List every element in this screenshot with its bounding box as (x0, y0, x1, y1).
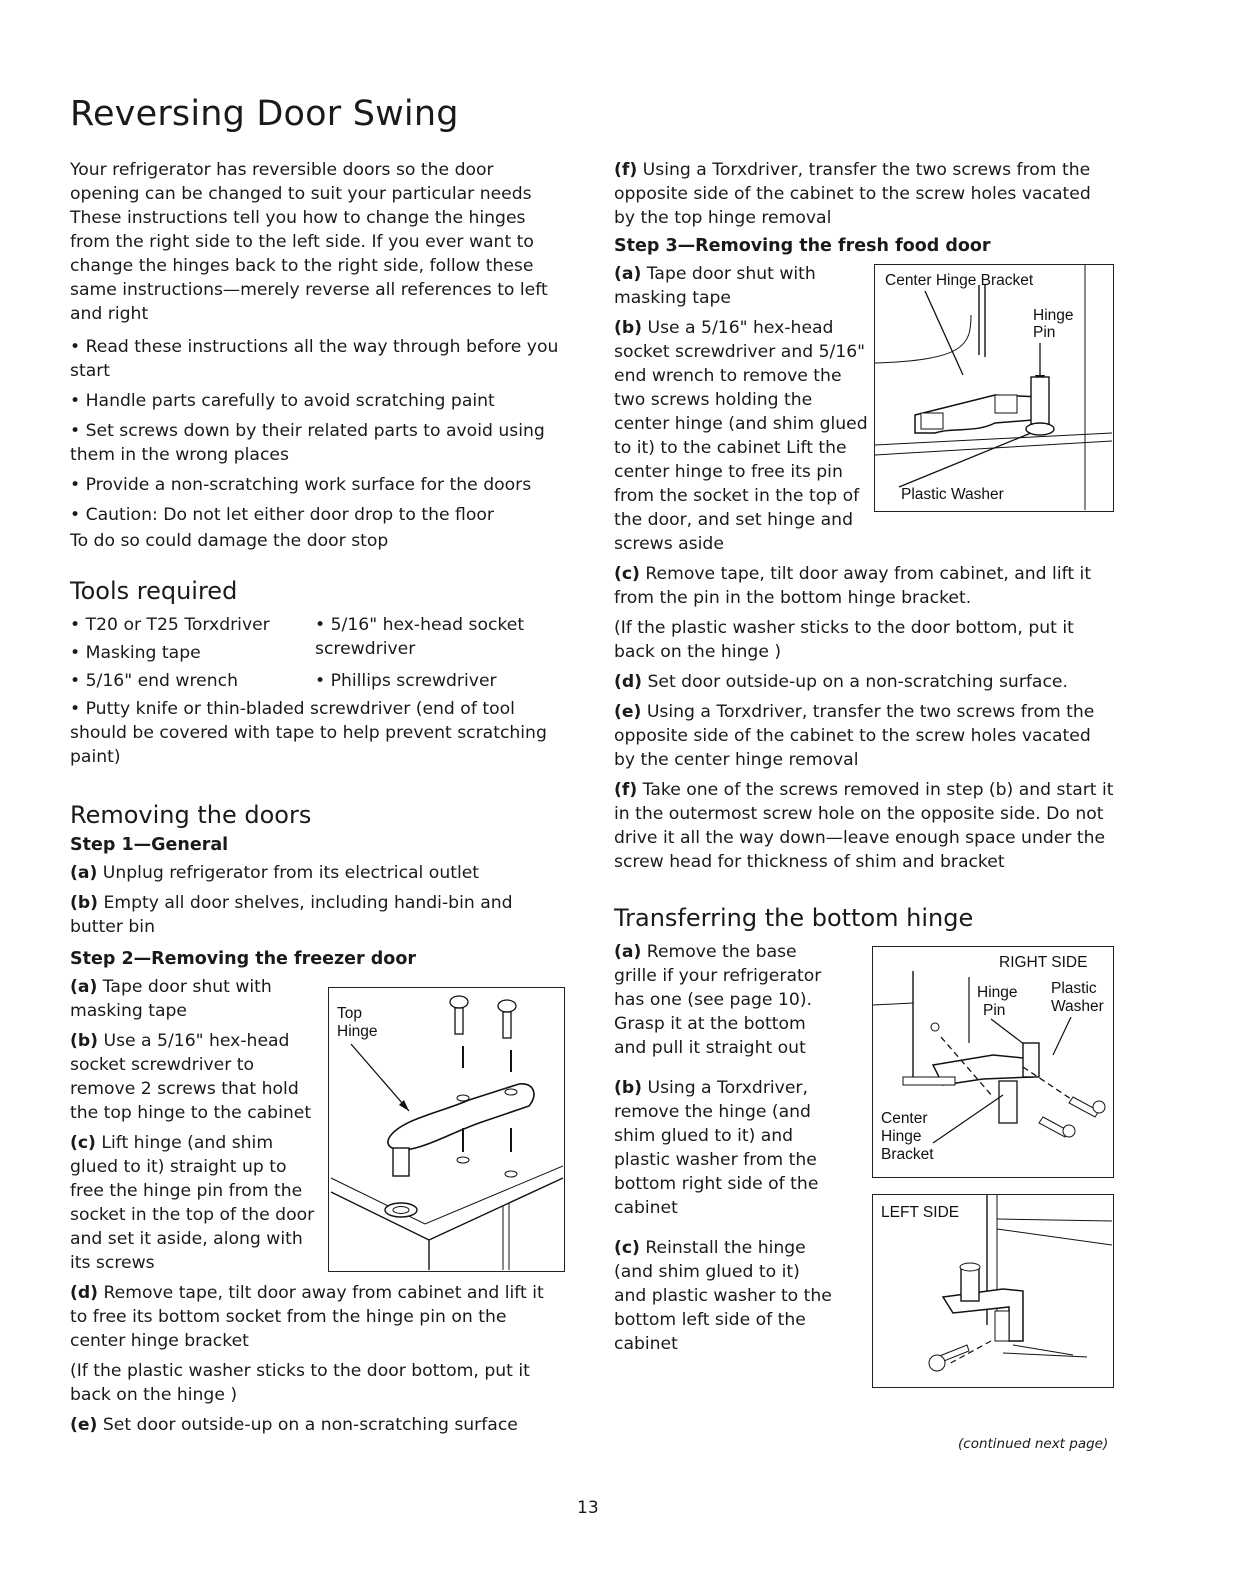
page-title: Reversing Door Swing (70, 94, 459, 134)
figure-label-top: Top (337, 1005, 362, 1022)
step2-note: (If the plastic washer sticks to the door bottom, put it back on the hinge ) (70, 1361, 530, 1405)
tools-heading: Tools required (70, 577, 238, 605)
transfer-heading: Transferring the bottom hinge (614, 904, 974, 932)
transfer-c: (c) Reinstall the hinge (and shim glued to it) and plastic washer to the bottom left side of the cabinet (614, 1238, 832, 1354)
transfer-a: (a) Remove the base grille if your refrigerator has one (see page 10). Grasp it at the bottom and pull it straight out (614, 942, 822, 1058)
figure-label-hinge: Hinge (1033, 307, 1074, 324)
page-number: 13 (577, 1498, 599, 1518)
tool-item: • Masking tape (70, 641, 315, 665)
tool-item: • 5/16" hex-head socket screwdriver (315, 613, 565, 665)
step2-narrow (70, 975, 322, 1275)
step2-c: (c) Lift hinge (and shim glued to it) straight up to free the hinge pin from the socket in the top of the door and set it aside, along with its screws (70, 1133, 315, 1273)
intro-bullet: • Provide a non-scratching work surface for the doors (70, 473, 565, 497)
step2-a: (a) Tape door shut with masking tape (70, 977, 272, 1021)
intro-bullet: • Caution: Do not let either door drop to the floor (70, 503, 565, 527)
step3-b: (b) Use a 5/16" hex-head socket screwdriver and 5/16" end wrench to remove the two screws holding the center hinge (and shim glued to it) to the cabinet Lift the center hinge to free its pin from the socket in the top of the door, and set hinge and screws aside (614, 318, 868, 554)
step1-b: (b) Empty all door shelves, including handi-bin and butter bin (70, 893, 513, 937)
figure-label-left-side: LEFT SIDE (881, 1204, 960, 1221)
left-side-drawing (873, 1195, 1112, 1386)
step2-title: Step 2—Removing the freezer door (70, 949, 416, 969)
step2-f: (f) Using a Torxdriver, transfer the two screws from the opposite side of the cabinet to the screw holes vacated by the top hinge removal (614, 160, 1091, 228)
left-side-figure (872, 1194, 1114, 1388)
right-side-drawing (873, 947, 1112, 1176)
figure-label-hinge2: Hinge (881, 1128, 922, 1145)
step3-title: Step 3—Removing the fresh food door (614, 236, 991, 256)
center-hinge-figure (874, 264, 1114, 512)
intro-bullet: • Read these instructions all the way through before you start (70, 335, 565, 383)
figure-label-plastic-washer: Plastic Washer (901, 486, 1004, 503)
tool-item: • T20 or T25 Torxdriver (70, 613, 315, 637)
figure-label-center: Center (881, 1110, 928, 1127)
tool-item: • 5/16" end wrench (70, 669, 315, 693)
top-hinge-figure (328, 987, 565, 1272)
step2-b: (b) Use a 5/16" hex-head socket screwdriver to remove 2 screws that hold the top hinge to the cabinet (70, 1031, 312, 1123)
step1-a: (a) Unplug refrigerator from its electrical outlet (70, 863, 480, 883)
tool-item: • Phillips screwdriver (315, 669, 565, 693)
step3-f: (f) Take one of the screws removed in step (b) and start it in the outermost screw hole on the opposite side. Do not drive it all the way down—leave enough space under the screw head for thickness of shim and bracket (614, 780, 1114, 872)
figure-label-hinge: Hinge (337, 1023, 378, 1040)
right-side-figure (872, 946, 1114, 1178)
step3-narrow (614, 262, 868, 556)
center-hinge-drawing (875, 265, 1112, 510)
left-column (70, 158, 565, 1443)
step3-e: (e) Using a Torxdriver, transfer the two screws from the opposite side of the cabinet to the screw holes vacated by the center hinge removal (614, 702, 1095, 770)
intro-bullet: • Set screws down by their related parts to avoid using them in the wrong places (70, 419, 565, 467)
figure-label-bracket: Bracket (881, 1146, 934, 1163)
intro-bullet: • Handle parts carefully to avoid scratching paint (70, 389, 565, 413)
intro-paragraph: Your refrigerator has reversible doors so the door opening can be changed to suit your particular needs These instructions tell you how to change the hinges from the right side to the left side. If you ever want to change the hinges back to the right side, follow these same instructions—merely reverse all references to left and right (70, 160, 548, 324)
figure-label-hinge: Hinge (977, 984, 1018, 1001)
step3-d: (d) Set door outside-up on a non-scratching surface. (614, 672, 1068, 692)
step3-block (614, 262, 1114, 556)
figure-label-center-hinge-bracket: Center Hinge Bracket (885, 272, 1034, 289)
step1-title: Step 1—General (70, 835, 229, 855)
top-hinge-drawing (329, 988, 563, 1270)
step3-note: (If the plastic washer sticks to the door bottom, put it back on the hinge ) (614, 618, 1074, 662)
transfer-b: (b) Using a Torxdriver, remove the hinge (and shim glued to it) and plastic washer from the bottom right side of the cabinet (614, 1078, 819, 1218)
removing-heading: Removing the doors (70, 801, 312, 829)
step2-d: (d) Remove tape, tilt door away from cabinet and lift it to free its bottom socket from the hinge pin on the center hinge bracket (70, 1283, 544, 1351)
figure-label-plastic: Plastic (1051, 980, 1097, 997)
tool-putty: • Putty knife or thin-bladed screwdriver (end of tool should be covered with tape to help prevent scratching paint) (70, 697, 565, 769)
figure-label-washer: Washer (1051, 998, 1104, 1015)
tools-list (70, 613, 565, 693)
step3-c: (c) Remove tape, tilt door away from cabinet, and lift it from the pin in the bottom hinge bracket. (614, 564, 1092, 608)
right-column (614, 158, 1114, 1362)
step2-e: (e) Set door outside-up on a non-scratching surface (70, 1415, 518, 1435)
transfer-narrow (614, 940, 832, 1356)
figure-label-pin: Pin (1033, 324, 1056, 341)
transfer-block (614, 940, 1114, 1356)
continued-note: (continued next page) (958, 1436, 1109, 1452)
step2-block (70, 975, 565, 1437)
caution-tail: To do so could damage the door stop (70, 531, 389, 551)
step3-a: (a) Tape door shut with masking tape (614, 264, 816, 308)
figure-label-right-side: RIGHT SIDE (999, 954, 1088, 971)
figure-label-pin: Pin (983, 1002, 1006, 1019)
